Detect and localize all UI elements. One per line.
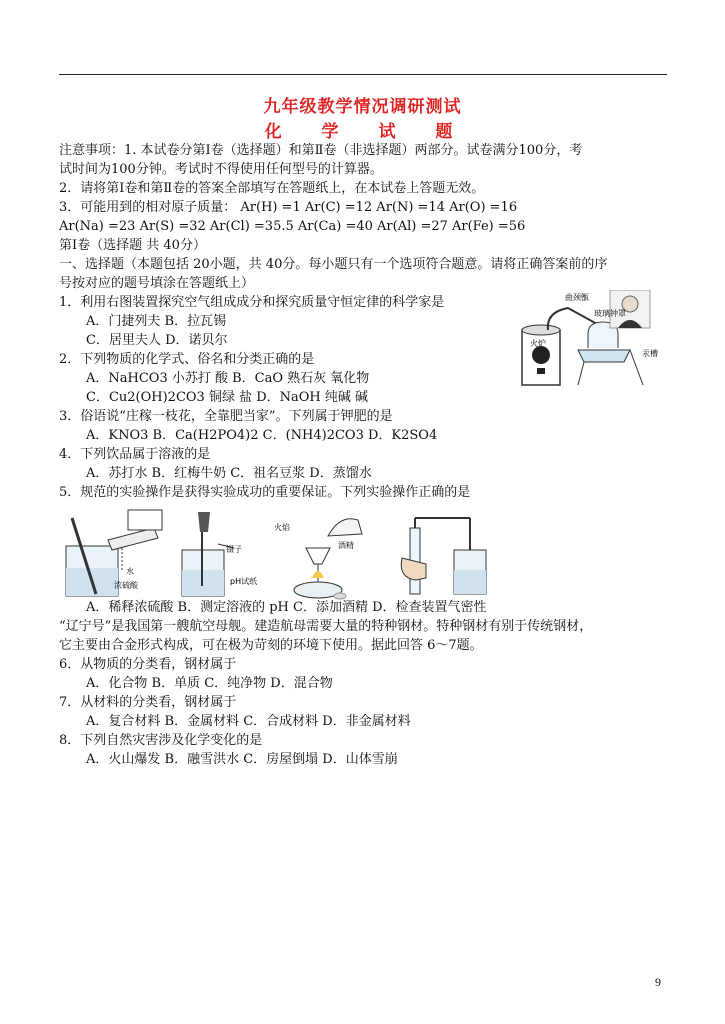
q1-label-trough: 汞槽 — [642, 349, 658, 358]
notes-line-3: 2．请将第Ⅰ卷和第Ⅱ卷的答案全部填写在答题纸上，在本试卷上答题无效。 — [59, 181, 485, 196]
label-tweezers: 镊子 — [226, 545, 242, 554]
question-3: 3．俗语说“庄稼一枝花，全靠肥当家”。下列属于钾肥的是 — [59, 409, 393, 424]
section-intro-1: 一、选择题（本题包括 20小题，共 40分。每小题只有一个选项符合题意。请将正确答案前的序 — [59, 257, 608, 272]
figure-a-dilute-acid — [66, 510, 162, 596]
part1-heading: 第Ⅰ卷（选择题 共 40分） — [59, 238, 206, 253]
question-7-options: A．复合材料 B．金属材料 C．合成材料 D．非金属材料 — [86, 714, 411, 729]
notes-line-5: Ar(Na) =23 Ar(S) =32 Ar(Cl) =35.5 Ar(Ca) =40 Ar(Al) =27 Ar(Fe) =56 — [59, 219, 526, 234]
lab-operations-figure — [58, 508, 668, 600]
label-concentrated-acid: 浓硫酸 — [114, 581, 138, 590]
question-2-options-cd: C．Cu2(OH)2CO3 铜绿 盐 D．NaOH 纯碱 碱 — [86, 390, 369, 405]
question-4-options: A．苏打水 B．红梅牛奶 C．祖名豆浆 D．蒸馏水 — [86, 466, 372, 481]
lavoisier-apparatus-figure — [518, 290, 668, 390]
question-6-options: A．化合物 B．单质 C．纯净物 D．混合物 — [86, 676, 333, 691]
page-number: 9 — [655, 975, 661, 989]
context-paragraph-2: 它主要由合金形式构成，可在极为苛刻的环境下使用。据此回答 6～7题。 — [59, 638, 483, 653]
notes-line-2: 试时间为100分钟。考试时不得使用任何型号的计算器。 — [59, 162, 383, 177]
question-1: 1．利用右图装置探究空气组成成分和探究质量守恒定律的科学家是 — [59, 295, 445, 310]
question-3-options: A．KNO3 B．Ca(H2PO4)2 C．(NH4)2CO3 D．K2SO4 — [86, 428, 438, 443]
question-2-options-ab: A．NaHCO3 小苏打 酸 B．CaO 熟石灰 氧化物 — [86, 371, 370, 386]
page-title: 九年级教学情况调研测试 — [263, 97, 462, 117]
q1-label-retort: 曲颈甑 — [565, 293, 589, 302]
question-5: 5．规范的实验操作是获得实验成功的重要保证。下列实验操作正确的是 — [59, 485, 471, 500]
section-intro-2: 号按对应的题号填涂在答题纸上） — [59, 276, 255, 291]
q1-label-furnace: 火炉 — [530, 339, 546, 348]
q1-label-bell-jar: 玻璃钟罩 — [594, 309, 626, 318]
question-8-options: A．火山爆发 B．融雪洪水 C．房屋倒塌 D．山体雪崩 — [86, 752, 398, 767]
header-rule — [59, 74, 667, 75]
label-ph-paper: pH试纸 — [230, 577, 258, 586]
context-paragraph-1: “辽宁号”是我国第一艘航空母舰。建造航母需要大量的特种钢材。特种钢材有别于传统钢材， — [59, 619, 593, 634]
label-alcohol: 酒精 — [338, 541, 354, 550]
question-1-options-ab: A．门捷列夫 B．拉瓦锡 — [86, 314, 227, 329]
question-1-options-cd: C．居里夫人 D．诺贝尔 — [86, 333, 228, 348]
figure-b-ph-test — [182, 512, 257, 596]
question-7: 7．从材料的分类看，钢材属于 — [59, 695, 237, 710]
subject-title: 化 学 试 题 — [264, 122, 461, 142]
figure-d-airtightness — [401, 518, 486, 594]
question-8: 8．下列自然灾害涉及化学变化的是 — [59, 733, 263, 748]
label-flame: 火焰 — [274, 523, 290, 532]
label-water: 水 — [126, 567, 134, 576]
notes-line-1: 注意事项：1. 本试卷分第Ⅰ卷（选择题）和第Ⅱ卷（非选择题）两部分。试卷满分100分，考 — [59, 143, 583, 158]
question-2: 2．下列物质的化学式、俗名和分类正确的是 — [59, 352, 315, 367]
figure-c-add-alcohol — [274, 519, 362, 599]
notes-line-4: 3．可能用到的相对原子质量： Ar(H) =1 Ar(C) =12 Ar(N) =14 Ar(O) =16 — [59, 200, 518, 215]
question-4: 4．下列饮品属于溶液的是 — [59, 447, 211, 462]
question-6: 6．从物质的分类看，钢材属于 — [59, 657, 237, 672]
question-5-options: A．稀释浓硫酸 B．测定溶液的 pH C．添加酒精 D．检查装置气密性 — [86, 600, 487, 615]
